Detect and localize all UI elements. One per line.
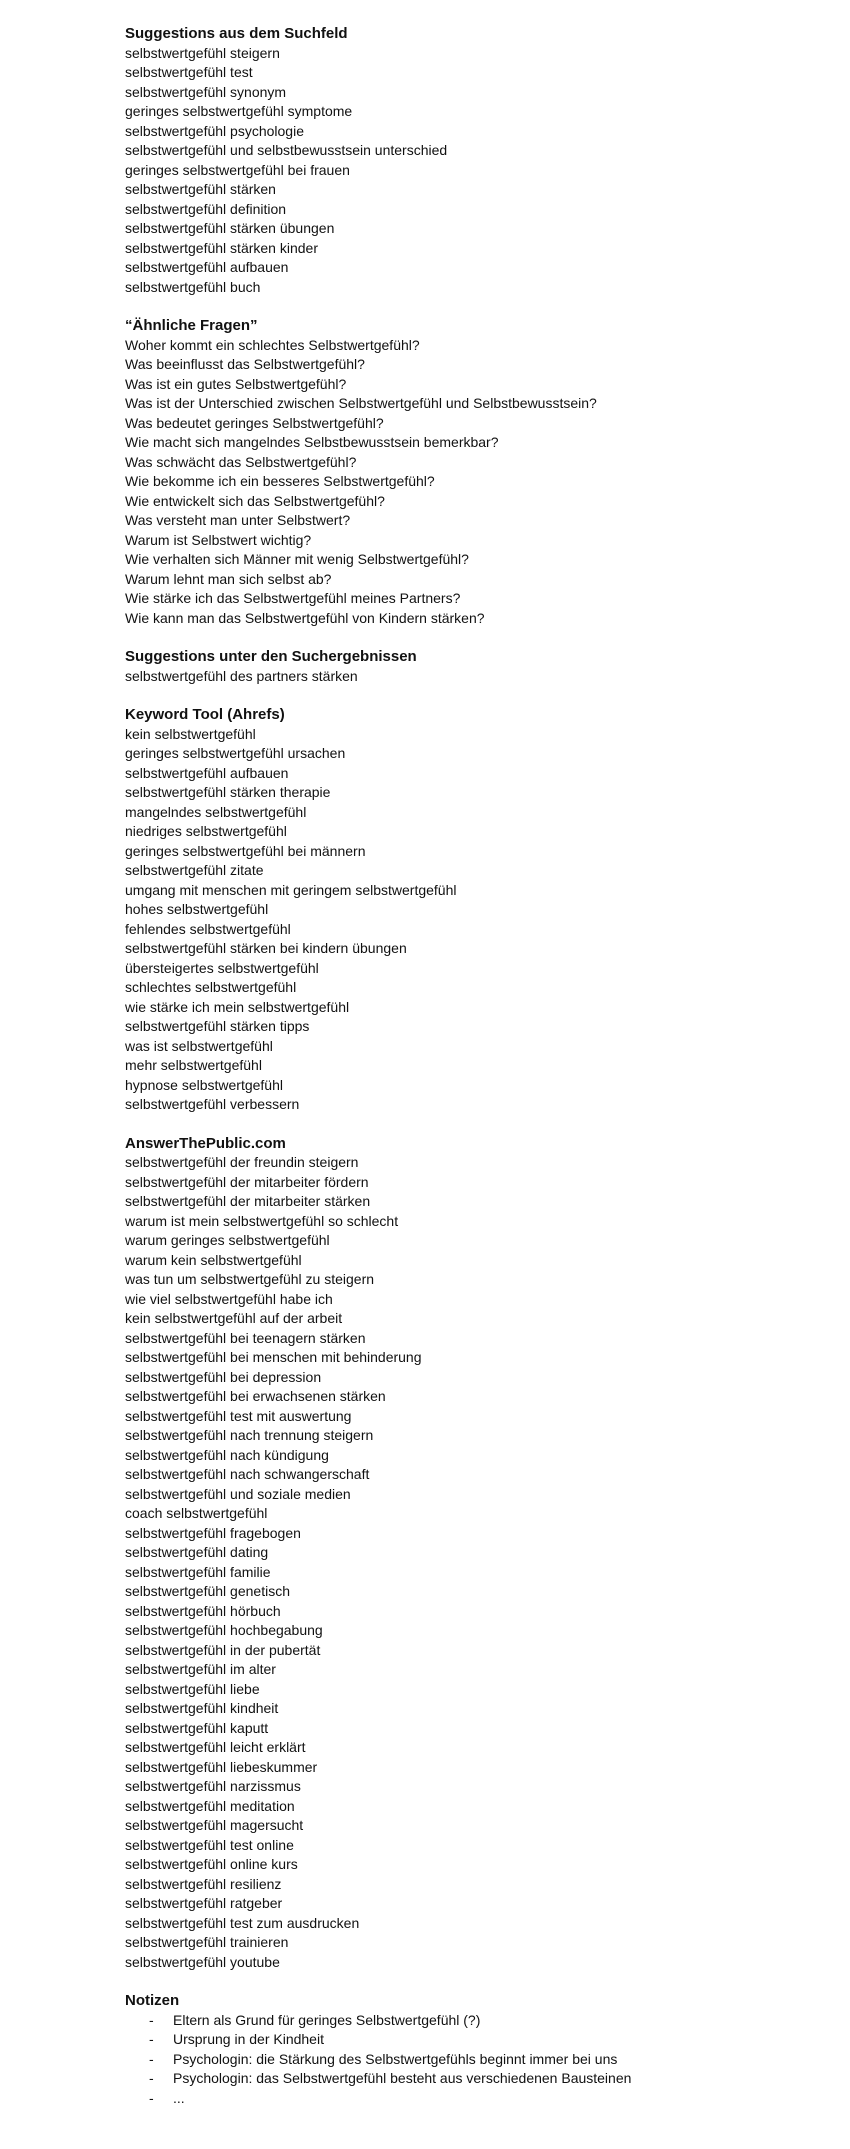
sections-container <box>125 24 825 1972</box>
keyword-item: Wie bekomme ich ein besseres Selbstwertgefühl? <box>125 473 435 489</box>
keyword-item: schlechtes selbstwertgefühl <box>125 979 297 995</box>
keyword-item: Was ist ein gutes Selbstwertgefühl? <box>125 375 347 392</box>
keyword-item: Warum lehnt man sich selbst ab? <box>125 570 332 587</box>
keyword-item: geringes selbstwertgefühl bei männern <box>125 842 366 859</box>
keyword-item: selbstwertgefühl test online <box>125 1836 294 1853</box>
keyword-item: selbstwertgefühl stärken bei kindern übungen <box>125 940 407 956</box>
keyword-item: selbstwertgefühl bei teenagern stärken <box>125 1329 366 1346</box>
keyword-item: selbstwertgefühl dating <box>125 1544 269 1560</box>
keyword-item: selbstwertgefühl youtube <box>125 1953 280 1970</box>
keyword-item: selbstwertgefühl in der pubertät <box>125 1641 321 1658</box>
keyword-section <box>125 24 825 297</box>
note-text: Ursprung in der Kindheit <box>173 2031 324 2047</box>
keyword-item: hohes selbstwertgefühl <box>125 901 269 917</box>
keyword-section <box>125 705 825 1115</box>
keyword-item: selbstwertgefühl test zum ausdrucken <box>125 1914 360 1931</box>
keyword-item: Wie stärke ich das Selbstwertgefühl meines Partners? <box>125 590 461 606</box>
note-item <box>125 2050 825 2070</box>
notes-list <box>125 2011 825 2109</box>
keyword-item: selbstwertgefühl familie <box>125 1563 271 1580</box>
note-item <box>125 2030 825 2050</box>
keyword-item: selbstwertgefühl der mitarbeiter stärken <box>125 1193 371 1209</box>
keyword-item: coach selbstwertgefühl <box>125 1505 268 1521</box>
keyword-item: geringes selbstwertgefühl bei frauen <box>125 161 350 178</box>
keyword-item: selbstwertgefühl buch <box>125 278 261 295</box>
keyword-item: selbstwertgefühl online kurs <box>125 1856 298 1872</box>
keyword-item: selbstwertgefühl nach trennung steigern <box>125 1427 374 1443</box>
keyword-item: selbstwertgefühl leicht erklärt <box>125 1739 306 1755</box>
keyword-item: Was versteht man unter Selbstwert? <box>125 512 351 528</box>
keyword-item: selbstwertgefühl verbessern <box>125 1096 300 1112</box>
keyword-item: Wie kann man das Selbstwertgefühl von Kindern stärken? <box>125 609 485 626</box>
note-item <box>125 2069 825 2089</box>
keyword-item: hypnose selbstwertgefühl <box>125 1076 283 1093</box>
keyword-item: selbstwertgefühl kindheit <box>125 1700 279 1716</box>
keyword-item: Was schwächt das Selbstwertgefühl? <box>125 453 357 470</box>
section-heading: Suggestions unter den Suchergebnissen <box>125 648 417 665</box>
keyword-item: warum ist mein selbstwertgefühl so schlecht <box>125 1212 399 1229</box>
keyword-item: Was bedeutet geringes Selbstwertgefühl? <box>125 414 384 431</box>
keyword-item: geringes selbstwertgefühl ursachen <box>125 745 346 761</box>
keyword-item: selbstwertgefühl definition <box>125 200 287 217</box>
keyword-item: warum geringes selbstwertgefühl <box>125 1232 330 1248</box>
keyword-item: selbstwertgefühl hochbegabung <box>125 1622 323 1638</box>
note-text: Psychologin: das Selbstwertgefühl besteht aus verschiedenen Bausteinen <box>173 2070 632 2086</box>
keyword-item: selbstwertgefühl narzissmus <box>125 1778 301 1794</box>
keyword-item: selbstwertgefühl im alter <box>125 1661 276 1677</box>
keyword-item: selbstwertgefühl fragebogen <box>125 1524 301 1541</box>
keyword-item: selbstwertgefühl liebeskummer <box>125 1758 318 1775</box>
keyword-item: selbstwertgefühl stärken <box>125 181 276 197</box>
note-item <box>125 2089 825 2109</box>
bullet-dash: - <box>149 2070 154 2086</box>
keyword-item: Wie macht sich mangelndes Selbstbewusstsein bemerkbar? <box>125 434 499 450</box>
keyword-section <box>125 1134 825 1973</box>
keyword-item: selbstwertgefühl und selbstbewusstsein unterschied <box>125 142 448 158</box>
keyword-item: selbstwertgefühl psychologie <box>125 122 304 139</box>
keyword-item: selbstwertgefühl stärken tipps <box>125 1018 310 1034</box>
note-item <box>125 2011 825 2031</box>
keyword-item: übersteigertes selbstwertgefühl <box>125 959 319 976</box>
note-text: Eltern als Grund für geringes Selbstwertgefühl (?) <box>173 2011 481 2028</box>
keyword-item: mangelndes selbstwertgefühl <box>125 803 307 820</box>
keyword-item: Woher kommt ein schlechtes Selbstwertgefühl? <box>125 336 420 353</box>
keyword-item: kein selbstwertgefühl auf der arbeit <box>125 1310 343 1326</box>
keyword-item: selbstwertgefühl magersucht <box>125 1817 304 1833</box>
keyword-item: selbstwertgefühl kaputt <box>125 1719 269 1736</box>
keyword-item: selbstwertgefühl stärken therapie <box>125 784 331 800</box>
keyword-item: mehr selbstwertgefühl <box>125 1057 262 1073</box>
bullet-dash: - <box>149 2050 154 2067</box>
section-heading: AnswerThePublic.com <box>125 1134 286 1152</box>
note-text: Psychologin: die Stärkung des Selbstwertgefühls beginnt immer bei uns <box>173 2050 618 2067</box>
section-heading: “Ähnliche Fragen” <box>125 317 258 334</box>
keyword-item: selbstwertgefühl steigern <box>125 44 280 61</box>
keyword-item: selbstwertgefühl bei depression <box>125 1368 322 1385</box>
keyword-item: Wie verhalten sich Männer mit wenig Selbstwertgefühl? <box>125 551 469 567</box>
section-heading: Keyword Tool (Ahrefs) <box>125 706 285 723</box>
keyword-item: selbstwertgefühl stärken kinder <box>125 239 318 256</box>
keyword-item: fehlendes selbstwertgefühl <box>125 920 291 937</box>
keyword-item: selbstwertgefühl trainieren <box>125 1934 289 1950</box>
keyword-item: Was beeinflusst das Selbstwertgefühl? <box>125 356 365 372</box>
keyword-item: selbstwertgefühl nach kündigung <box>125 1446 329 1463</box>
keyword-item: kein selbstwertgefühl <box>125 725 256 742</box>
keyword-item: geringes selbstwertgefühl symptome <box>125 103 353 119</box>
notes-heading: Notizen <box>125 1992 180 2009</box>
keyword-item: selbstwertgefühl test mit auswertung <box>125 1407 352 1424</box>
keyword-item: selbstwertgefühl der freundin steigern <box>125 1154 359 1170</box>
bullet-dash: - <box>149 2011 154 2028</box>
keyword-item: selbstwertgefühl test <box>125 64 253 80</box>
keyword-item: selbstwertgefühl bei erwachsenen stärken <box>125 1388 386 1404</box>
keyword-item: selbstwertgefühl aufbauen <box>125 259 289 275</box>
document-page <box>125 24 825 2127</box>
bullet-dash: - <box>149 2031 154 2047</box>
keyword-item: niedriges selbstwertgefühl <box>125 823 287 839</box>
keyword-item: selbstwertgefühl ratgeber <box>125 1895 283 1911</box>
keyword-item: selbstwertgefühl resilienz <box>125 1875 282 1892</box>
keyword-item: was ist selbstwertgefühl <box>125 1037 273 1054</box>
keyword-section <box>125 647 825 686</box>
keyword-item: selbstwertgefühl stärken übungen <box>125 220 335 236</box>
keyword-item: selbstwertgefühl synonym <box>125 83 287 100</box>
keyword-item: selbstwertgefühl liebe <box>125 1680 260 1697</box>
keyword-item: wie viel selbstwertgefühl habe ich <box>125 1290 333 1307</box>
keyword-section <box>125 316 825 628</box>
section-heading: Suggestions aus dem Suchfeld <box>125 25 348 42</box>
bullet-dash: - <box>149 2089 154 2106</box>
keyword-item: selbstwertgefühl des partners stärken <box>125 667 358 684</box>
keyword-item: selbstwertgefühl und soziale medien <box>125 1485 351 1502</box>
keyword-item: umgang mit menschen mit geringem selbstwertgefühl <box>125 881 457 898</box>
notes-section <box>125 1991 825 2108</box>
keyword-item: Was ist der Unterschied zwischen Selbstwertgefühl und Selbstbewusstsein? <box>125 395 597 411</box>
keyword-item: selbstwertgefühl nach schwangerschaft <box>125 1466 370 1482</box>
keyword-item: Wie entwickelt sich das Selbstwertgefühl? <box>125 492 385 509</box>
keyword-item: selbstwertgefühl zitate <box>125 862 264 878</box>
note-text: ... <box>173 2089 185 2106</box>
keyword-item: Warum ist Selbstwert wichtig? <box>125 531 312 548</box>
keyword-item: selbstwertgefühl bei menschen mit behinderung <box>125 1349 422 1365</box>
keyword-item: selbstwertgefühl hörbuch <box>125 1602 281 1619</box>
keyword-item: selbstwertgefühl aufbauen <box>125 764 289 781</box>
keyword-item: wie stärke ich mein selbstwertgefühl <box>125 998 350 1015</box>
keyword-item: warum kein selbstwertgefühl <box>125 1251 302 1268</box>
keyword-item: was tun um selbstwertgefühl zu steigern <box>125 1271 375 1287</box>
keyword-item: selbstwertgefühl genetisch <box>125 1583 290 1599</box>
keyword-item: selbstwertgefühl meditation <box>125 1797 295 1814</box>
keyword-item: selbstwertgefühl der mitarbeiter fördern <box>125 1173 369 1190</box>
